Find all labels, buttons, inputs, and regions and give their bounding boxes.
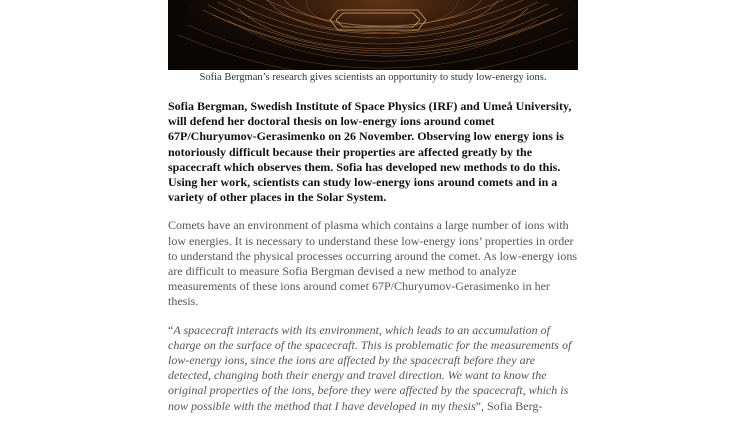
image-caption: Sofia Bergman’s research gives scientists an opportunity to study low-energy ions. (199, 72, 547, 83)
spacecraft-plasma-visualization (168, 0, 578, 70)
quote-attribution: Sofia Berg- (483, 398, 543, 413)
article-lead: Sofia Bergman, Swedish Institute of Space Physics (IRF) and Umeå University, will defend her doctoral thesis on low-energy ions around comet 67P/Churyumov-Gerasimenko on 26 November. Observing low energy ions is notoriously difficult because their properties are affected greatly by the spacecraft which observes them. Sofia has developed new methods to do this. Using her work, scientists can study low-energy ions around comets and in a variety of other places in the Solar System. (168, 99, 572, 205)
quote-open-mark: “ (168, 322, 174, 337)
article-image (168, 0, 578, 70)
article-paragraph: Comets have an environment of plasma which contains a large number of ions with low energies. It is necessary to understand these low-energy ions’ properties in order to understand the physical processes occurring around the comet. As low-energy ions are difficult to measure Sofia Bergman devised a new method to analyze measurements of these ions around comet 67P/Churyumov-Gerasimenko in her thesis. (168, 218, 578, 309)
quote-close-mark: ”, (475, 398, 484, 413)
quote-text: A spacecraft interacts with its environment, which leads to an accumulation of charge on the surface of the spacecraft. This is problematic for the measurements of low-energy ions, since the ions are affected by the spacecraft before they are detected, changing both their energy and travel direction. We want to know the original properties of the ions, before they were affected by the spacecraft, which is now possible with the method that I have developed in my thesis (168, 322, 572, 413)
article-quote (168, 323, 578, 414)
article-page (168, 0, 578, 426)
